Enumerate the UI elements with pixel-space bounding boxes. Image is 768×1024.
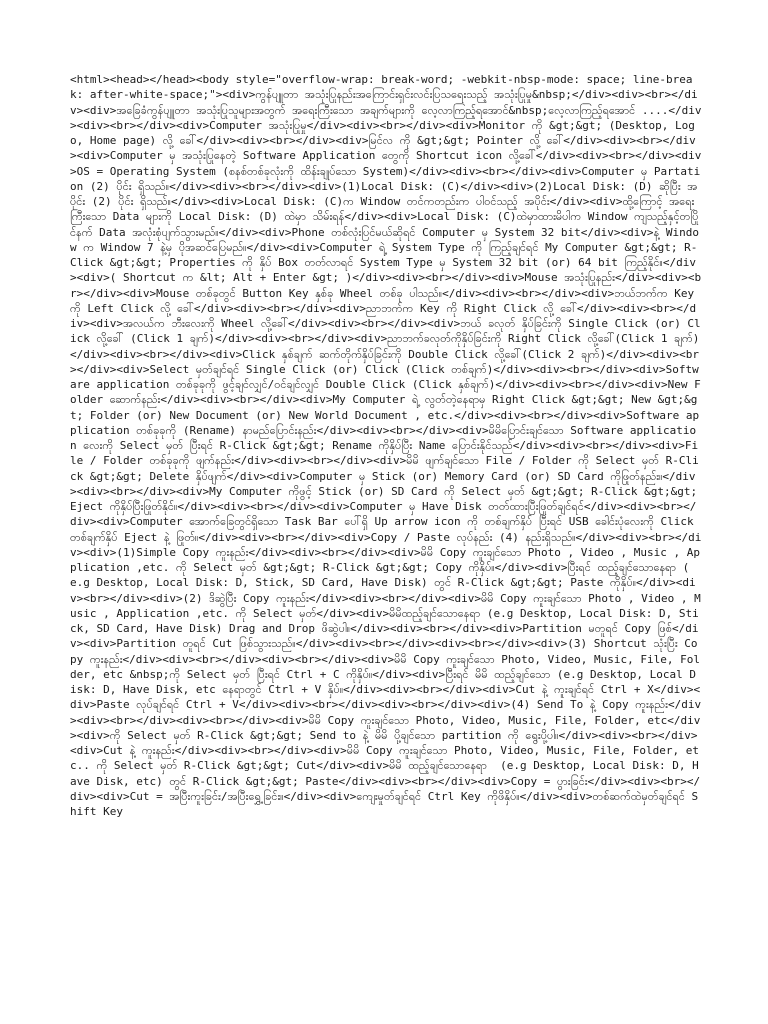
raw-html-source-text: <html><head></head><body style="overflow-wrap: break-word; -webkit-nbsp-mode: space; line-break: after-white-space;"><div>ကွန်ပျူတာ အသုံးပြုနည်းအကြောင်းရှင်းလင်းပြသရေးသည့် အသုံးပြုမှု&nbsp;</div><div><br></div><div>အခြေခံကွန်ပျူတာ အသုံးပြုသူများအတွက် အရေးကြီးသော အချက်များကို လေ့လာကြည့်ရအောင်&nbsp;လေ့လာကြည့်ရအောင် ....</div><div><br></div><div>Computer အသုံးပြုမှု</div><div><br></div><div>Monitor ကို &gt;&gt; (Desktop, Logo, Home page) လို့ ခေါ်</div><div><br></div><div>မြင်လ ကို &gt;&gt; Pointer လို့ ခေါ်</div><div><br></div><div>Computer မှ အသုံးပြုနေတဲ့ Software Application တွေကို Shortcut icon လို့ခေါ်</div><div><br></div><div>OS = Operating System (စနစ်တစ်ခုလုံးကို ထိန်းချုပ်သော System)</div><div><br></div><div>Computer မှ Partation (2) ပိုင်း ရှိသည်။</div><div><br></div><div>(1)Local Disk: (C)</div><div>(2)Local Disk: (D) ဆိုပြီး အပိုင်း (2) ပိုင်း ရှိသည်။</div><div>Local Disk: (C)က Window တင်ကတည်းက ပါဝင်သည့် အပိုင်း</div><div>ထို့ကြောင့် အရေးကြီးသော Data များကို Local Disk: (D) ထဲမှာ သိမ်းရန်</div><div>Local Disk: (C)ထဲမှာထားမိပါက Window ကျသည့်နှင့်တပြိုင်နက် Data အလုံးစုံပျက်သွားမည်။</div><div>Phone တစ်လုံးပြင်မယ်ဆိုရင် Computer မှ System 32 bit</div><div>နဲ့ Window က Window 7 နဲ့မှ ပိုအဆင်ပြေမည်။</div><div>Computer ရဲ့ System Type ကို ကြည့်ချင်ရင် My Computer &gt;&gt; R-Click &gt;&gt; Properties ကို နှိပ် Box တတ်လာရင် System Type မှ System 32 bit (or) 64 bit ကြည့်နိုင်။</div><div>( Shortcut က &lt; Alt + Enter &gt; )</div><div><br></div><div>Mouse အသုံးပြုနည်း</div><div><br></div><div>Mouse တစ်ခုတွင် Button Key နှစ်ခု Wheel တစ်ခု ပါသည်။</div><div><br></div><div>ဘယ်ဘက်က Key ကို Left Click လို့ ခေါ်</div><div><br></div><div>ညာဘက်က Key ကို Right Click လို့ ခေါ်</div><div><br></div><div>အလယ်က ဘီးလေးကို Wheel လို့ခေါ်</div><div><br></div><div>ဘယ် ခလုတ် နှိပ်ခြင်းကို Single Click (or) Click လို့ခေါ် (Click 1 ချက်)</div><div><br></div><div>ညာဘက်ခလုတ်ကိုနှိပ်ခြင်းကို Right Click လို့ခေါ်(Click 1 ချက်)</div><div><br></div><div>Click နှစ်ချက် ဆက်တိုက်နှိပ်ခြင်းကို Double Click လို့ခေါ်(Click 2 ချက်)</div><div><br></div><div>Select မှတ်ချင်ရင် Single Click (or) Click (Click တစ်ချက်)</div><div><br></div><div>Software application တစ်ခုခုကို ဖွင့်ချင်လျှင်/ဝင်ချင်လျှင် Double Click (Click နှစ်ချက်)</div><div><br></div><div>New Folder ဆောက်နည်း</div><div><br></div><div>My Computer ရဲ့ လွတ်တဲ့နေရာမှ Right Click &gt;&gt; New &gt;&gt; Folder (or) New Document (or) New World Document , etc.</div><div><br></div><div>Software application တစ်ခုခုကို (Rename) နာမည်ပြောင်းနည်း</div><div><br></div><div>မိမိပြောင်းချင်သော Software application လေးကို Select မှတ် ပြီးရင် R-Click &gt;&gt; Rename ကိုနှိပ်ပြီး Name ပြောင်းနိုင်သည်</div><div><br></div><div>File / Folder တစ်ခုခုကို ဖျက်နည်း</div><div><br></div><div>မိမိ ဖျက်ချင်သော File / Folder ကို Select မှတ် R-Click &gt;&gt; Delete နှိပ်ဖျက်</div><div>Computer မှ Stick (or) Memory Card (or) SD Card ကိုဖြုတ်နည်း။</div><div><br></div><div>My Computer ကိုဖွင့် Stick (or) SD Card ကို Select မှတ် &gt;&gt; R-Click &gt;&gt; Eject ကိုနှိပ်ပြီးဖြုတ်နိုင်။</div><div><br></div><div>Computer မှ Have Disk တတ်ထားပြီးဖြုတ်ချင်ရင်</div><div><br></div><div>Computer အောက်ခြေတွင်ရှိသော Task Bar ပေါ်ရှိ Up arrow icon ကို တစ်ချက်နှိပ် ပြီးရင် USB ခေါင်းပုံလေးကို Click တစ်ချက်နှိပ် Eject နဲ့ ဖြုတ်။</div><div><br></div><div>Copy / Paste လုပ်နည်း (4) နည်းရှိသည်။</div><div><br></div><div>(1)Simple Copy ကူးနည်း</div><div><br></div><div>မိမိ Copy ကူးချင်သော Photo , Video , Music , Application ,etc. ကို Select မှတ် &gt;&gt; R-Click &gt;&gt; Copy ကိုနှိပ်။</div><div>ပြီးရင် ထည့်ချင်သောနေရာ ( e.g Desktop, Local Disk: D, Stick, SD Card, Have Disk) တွင် R-Click &gt;&gt; Paste ကိုနှိပ်။</div><div><br></div><div>(2) ဒိဆွဲပြီး Copy ကူးနည်း</div><div><br></div><div>မိမိ Copy ကူးချင်သော Photo , Video , Music , Application ,etc. ကို Select မှတ်</div><div>မိမိထည့်ချင်သောနေရာ (e.g Desktop, Local Disk: D, Stick, SD Card, Have Disk) Drag and Drop ဖိဆွဲပါ။</div><div><br></div><div>Partition မတူရင် Copy ဖြစ်</div><div>Partition တူရင် Cut ဖြစ်သွားသည်။</div><div><br></div><div><br></div><div>(3) Shortcut သုံးပြီး Copy ကူးနည်း</div><div><br></div><div><br></div><div>မိမိ Copy ကူးချင်သော Photo, Video, Music, File, Folder, etc &nbsp;ကို Select မှတ် ပြီးရင် Ctrl + C ကိုနှိပ်။</div><div>ပြီးရင် မိမိ ထည့်ချင်သော (e.g Desktop, Local Disk: D, Have Disk, etc နေရာတွင် Ctrl + V နှိပ်။</div><div><br></div><div>Cut နဲ့ ကူးချင်ရင် Ctrl + X</div><div>Paste လုပ်ချင်ရင် Ctrl + V</div><div><br></div><div><br></div><div>(4) Send To နဲ့ Copy ကူးနည်း</div><div><br></div><div><br></div><div>မိမိ Copy ကူးချင်သော Photo, Video, Music, File, Folder, etc</div><div>ကို Select မှတ် R-Click &gt;&gt; Send to နဲ့ မိမိ ပို့ချင်သော partition ကို ရွေးပို့ပါ။</div><div><br></div><div>Cut နဲ့ ကူးနည်း</div><div><br></div><div>မိမိ Copy ကူးချင်သော Photo, Video, Music, File, Folder, etc.. ကို Select မှတ် R-Click &gt;&gt; Cut</div><div>မိမိ ထည့်ချင်သောနေရာ (e.g Desktop, Local Disk: D, Have Disk, etc) တွင် R-Click &gt;&gt; Paste</div><div><br></div><div>Copy = ပွားခြင်း</div><div><br></div><div>Cut = အပြီးကူးခြင်း/အပြီးရွှေ့ခြင်း။</div><div>ကျေးမှုတ်ချင်ရင် Ctrl Key ကိုဖိနှိပ်။</div><div>တစ်ဆက်ထဲမှတ်ချင်ရင် Shift Key [70,73,704,818]
